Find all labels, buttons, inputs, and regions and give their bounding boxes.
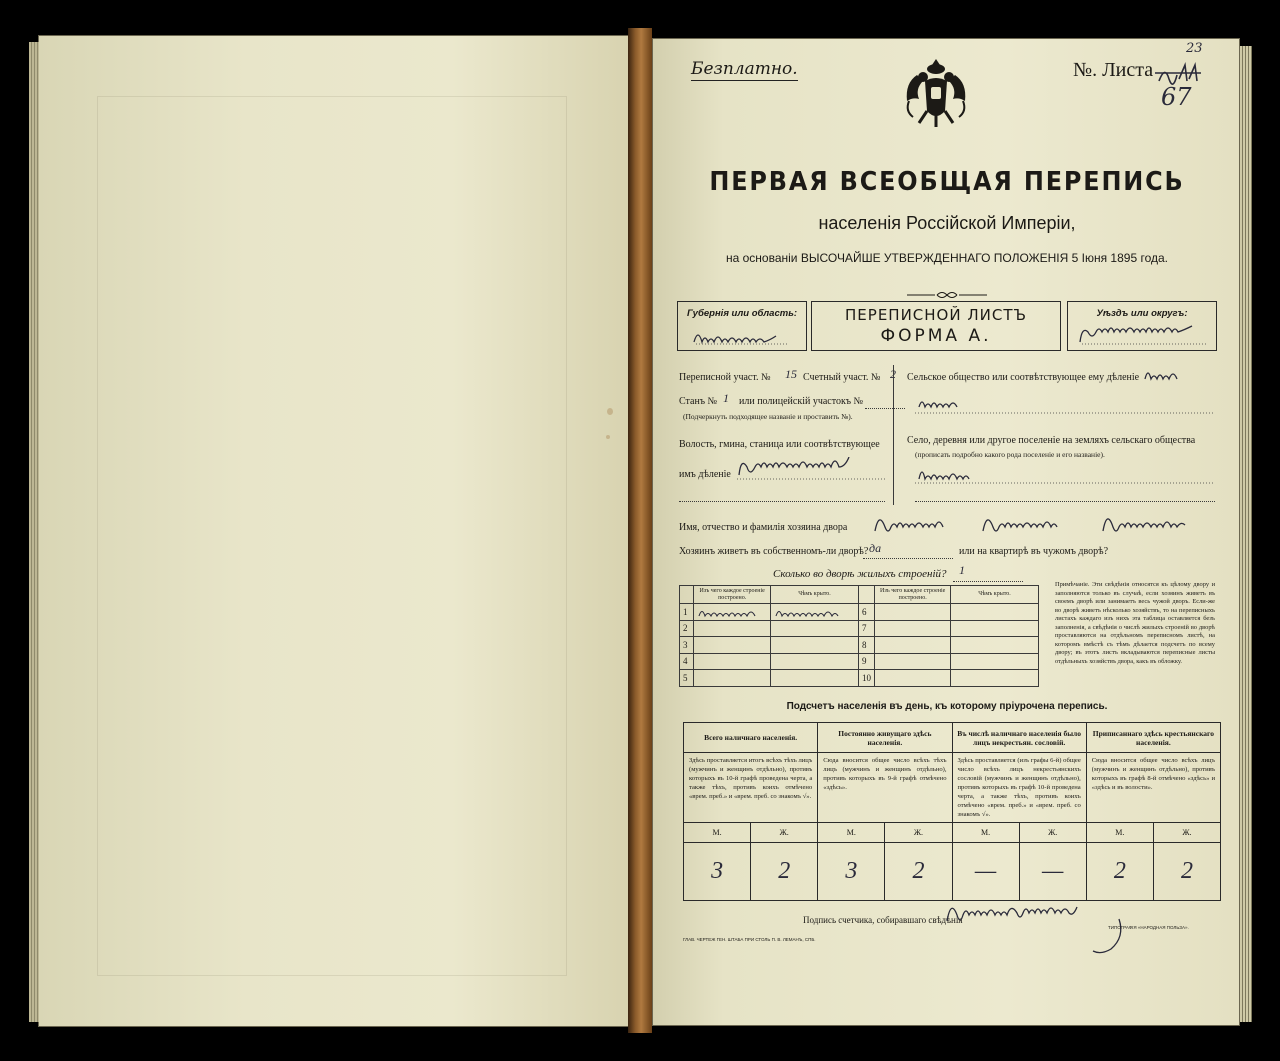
roof-cell [771, 637, 859, 654]
owner-label: Имя, отчество и фамилія хозяина двора [679, 522, 848, 533]
group-header: Постоянно живущаго здѣсь населенія. [818, 723, 952, 753]
double-headed-eagle-emblem [903, 55, 969, 131]
material-cell [694, 620, 771, 637]
roof-header: Чѣмъ крыто. [771, 586, 859, 604]
roof-cell [951, 604, 1039, 621]
group-description: Сюда вносится общее число всѣхъ тѣхъ лицъ (мужчинъ и женщинъ отдѣльно), противъ которыхъ въ 9-й графѣ отмѣчено «здѣсь». [818, 753, 952, 823]
group-header: Всего наличнаго населенія. [684, 723, 818, 753]
table-row [680, 620, 1039, 637]
population-count-table [683, 722, 1221, 901]
underline-hint: (Подчеркнуть подходящее названіе и проставить №). [683, 412, 853, 421]
owner-lives-label: Хозяинъ живетъ въ собственномъ-ли дворѣ? [679, 546, 869, 557]
material-cell [875, 653, 951, 670]
book-spine [628, 28, 652, 1033]
male-count: 2 [1086, 843, 1153, 901]
ink-spot [606, 435, 610, 439]
row-number: 1 [680, 604, 694, 621]
ink-spot [607, 408, 613, 415]
buildings-value: 1 [959, 563, 965, 577]
column-divider [893, 365, 894, 505]
handwritten-rural-society [1143, 365, 1215, 383]
row-number: 9 [858, 653, 874, 670]
population-count-title: Подсчетъ населенія въ день, къ которому пріурочена перепись. [786, 701, 1108, 712]
row-number: 10 [858, 670, 874, 687]
form-letter: ФОРМА А. [880, 326, 992, 346]
settlement-hint: (прописать подробно какого рода поселеніе и его названіе). [915, 450, 1105, 459]
row-number: 6 [858, 604, 874, 621]
material-cell [875, 604, 951, 621]
material-cell [694, 637, 771, 654]
counting-section-value: 2 [890, 367, 896, 381]
table-row [684, 843, 1221, 901]
row-number: 5 [680, 670, 694, 687]
handwritten-province [692, 326, 792, 346]
district-label: Уѣздъ или округъ: [1096, 308, 1188, 319]
dotted-line [915, 501, 1215, 502]
census-form-page [652, 38, 1240, 1026]
handwritten-settlement [915, 463, 1215, 485]
left-blank-page [38, 35, 630, 1027]
roof-cell [771, 653, 859, 670]
police-section-label: или полицейскій участокъ № [739, 396, 864, 407]
roof-cell [951, 653, 1039, 670]
printer-imprint-left: ГЛАВ. ЧЕРТЕЖ ГЕН. ШТАБА ПРИ СТОЛЬ П. В. ЛЕМАНЪ, СПБ. [683, 937, 816, 942]
handwritten-roof [774, 605, 852, 619]
group-header: Приписаннаго здѣсь крестьянскаго населенія. [1086, 723, 1220, 753]
rural-society-label: Сельское общество или соотвѣтствующее ему дѣленіе [907, 372, 1140, 383]
row-number: 8 [858, 637, 874, 654]
roof-cell [771, 620, 859, 637]
male-column-label: М. [1086, 823, 1153, 843]
group-description: Здѣсь проставляется итогъ всѣхъ тѣхъ лицъ (мужчинъ и женщинъ отдѣльно), противъ которыхъ въ 10-й графѣ проведена черта, а также тѣхъ, противъ коихъ отмѣчено «врем. преб.» и «врем. преб. со знакомъ √». [684, 753, 818, 823]
material-cell [694, 604, 771, 621]
group-description: Здѣсь проставляется (изъ графы 6-й) общее число всѣхъ лицъ некрестьянскихъ сословій (мужчинъ и женщинъ отдѣльно), противъ которыхъ въ графѣ 10-й проведена черта, а также тѣхъ, противъ коихъ отмѣчено «врем. преб.» и «врем. преб. со знакомъ √». [952, 753, 1086, 823]
row-number: 3 [680, 637, 694, 654]
group-description: Сюда вносится общее число всѣхъ лицъ (мужчинъ и женщинъ отдѣльно), противъ которыхъ въ графѣ 8-й отмѣчено «здѣсь» и «здѣсь и въ волости». [1086, 753, 1220, 823]
roof-header: Чѣмъ крыто. [951, 586, 1039, 604]
decorative-ornament [907, 285, 987, 295]
form-title: ПЕРВАЯ ВСЕОБЩАЯ ПЕРЕПИСЬ [709, 167, 1185, 197]
stan-value: 1 [723, 391, 729, 405]
owner-lives-value: да [869, 541, 882, 555]
table-row [680, 604, 1039, 621]
form-subtitle: населенія Россійской Имперіи, [818, 213, 1076, 233]
material-cell [875, 670, 951, 687]
printer-imprint-right: ТИПОГРАФІЯ «НАРОДНАЯ ПОЛЬЗА». [1108, 925, 1189, 930]
handwritten-owner-name [873, 509, 1219, 537]
stan-label: Станъ № [679, 396, 718, 407]
roof-cell [951, 637, 1039, 654]
enumerator-signature [943, 895, 1133, 957]
owner-lives-alt: или на квартирѣ въ чужомъ дворѣ? [959, 546, 1109, 557]
roof-cell [951, 620, 1039, 637]
sheet-number-label: №. Листа [1073, 59, 1154, 81]
table-row [680, 637, 1039, 654]
struck-out-sheet-number [1155, 61, 1201, 85]
male-column-label: М. [684, 823, 751, 843]
material-cell [694, 670, 771, 687]
handwritten-material [697, 605, 765, 619]
female-count: 2 [1153, 843, 1220, 901]
buildings-label: Сколько во дворѣ жилыхъ строеній? [773, 568, 947, 580]
form-type-box [811, 301, 1061, 351]
province-box [677, 301, 807, 351]
province-label: Губернія или область: [686, 308, 797, 319]
handwritten-district [1078, 324, 1210, 346]
group-header: Въ числѣ наличнаго населенія было лицъ некрестьян. сословій. [952, 723, 1086, 753]
volost-label-2: имъ дѣленіе [679, 469, 731, 480]
dotted-line [953, 581, 1023, 582]
material-cell [875, 620, 951, 637]
table-row [680, 653, 1039, 670]
census-section-value: 15 [785, 367, 797, 381]
male-column-label: М. [818, 823, 885, 843]
row-number: 7 [858, 620, 874, 637]
legal-basis-line: на основаніи ВЫСОЧАЙШЕ УТВЕРЖДЕННАГО ПОЛОЖЕНІЯ 5 Іюня 1895 года. [725, 251, 1168, 265]
material-header: Изъ чего каждое строеніе построено. [875, 586, 951, 604]
counting-section-label: Счетный участ. № [803, 372, 881, 383]
census-section-label: Переписной участ. № [679, 372, 771, 383]
handwritten-rural-society-2 [915, 393, 1215, 415]
material-cell [694, 653, 771, 670]
female-column-label: Ж. [1019, 823, 1086, 843]
row-number: 2 [680, 620, 694, 637]
roof-cell [951, 670, 1039, 687]
page-edge-stack [1240, 46, 1252, 1022]
district-box [1067, 301, 1217, 351]
male-column-label: М. [952, 823, 1019, 843]
material-header: Изъ чего каждое строеніе построено. [694, 586, 771, 604]
female-count: 2 [885, 843, 952, 901]
page-edge-stack [29, 42, 39, 1022]
form-name: ПЕРЕПИСНОЙ ЛИСТЪ [845, 306, 1027, 324]
material-cell [875, 637, 951, 654]
male-count: — [952, 843, 1019, 901]
volost-label: Волость, гмина, станица или соотвѣтствующее [679, 439, 880, 450]
table-header-cell [680, 586, 694, 604]
faded-print-frame [97, 96, 567, 976]
handwritten-volost [737, 457, 887, 481]
female-column-label: Ж. [751, 823, 818, 843]
row-number: 4 [680, 653, 694, 670]
male-count: 3 [684, 843, 751, 901]
dotted-line [679, 501, 885, 502]
female-count: — [1019, 843, 1086, 901]
roof-cell [771, 670, 859, 687]
settlement-label: Село, деревня или другое поселеніе на земляхъ сельскаго общества [907, 435, 1196, 446]
male-count: 3 [818, 843, 885, 901]
buildings-table [679, 585, 1039, 687]
roof-cell [771, 604, 859, 621]
table-row [680, 670, 1039, 687]
female-column-label: Ж. [885, 823, 952, 843]
female-column-label: Ж. [1153, 823, 1220, 843]
sheet-number-value: 67 [1161, 83, 1192, 111]
dotted-line [865, 408, 905, 409]
table-header-cell [858, 586, 874, 604]
free-label: Безплатно. [691, 59, 798, 79]
female-count: 2 [751, 843, 818, 901]
footnote-remark: Примѣчаніе. Эти свѣдѣнія относятся къ цѣлому двору и заполняются только въ случаѣ, если хозяинъ живетъ въ своемъ дворѣ или занимаетъ весь чужой дворъ. Если-же во дворѣ живетъ нѣсколько хозяйствъ, то на переписныхъ листахъ каждаго изъ нихъ эта таблица оставляется безъ заполненія, а свѣдѣнія о числѣ жилыхъ строеній во дворѣ проставляются на отдѣльномъ переписномъ листѣ, на которомъ вмѣстѣ съ тѣмъ дѣлается подсчетъ по всему двору; въ этотъ листъ вкладываются переписные листы отдѣльныхъ хозяйствъ двора, какъ въ обложку. [1055, 581, 1215, 665]
signature-label: Подпись счетчика, собиравшаго свѣдѣнія [803, 915, 963, 925]
sheet-number-small: 23 [1186, 41, 1203, 56]
dotted-line [863, 558, 953, 559]
